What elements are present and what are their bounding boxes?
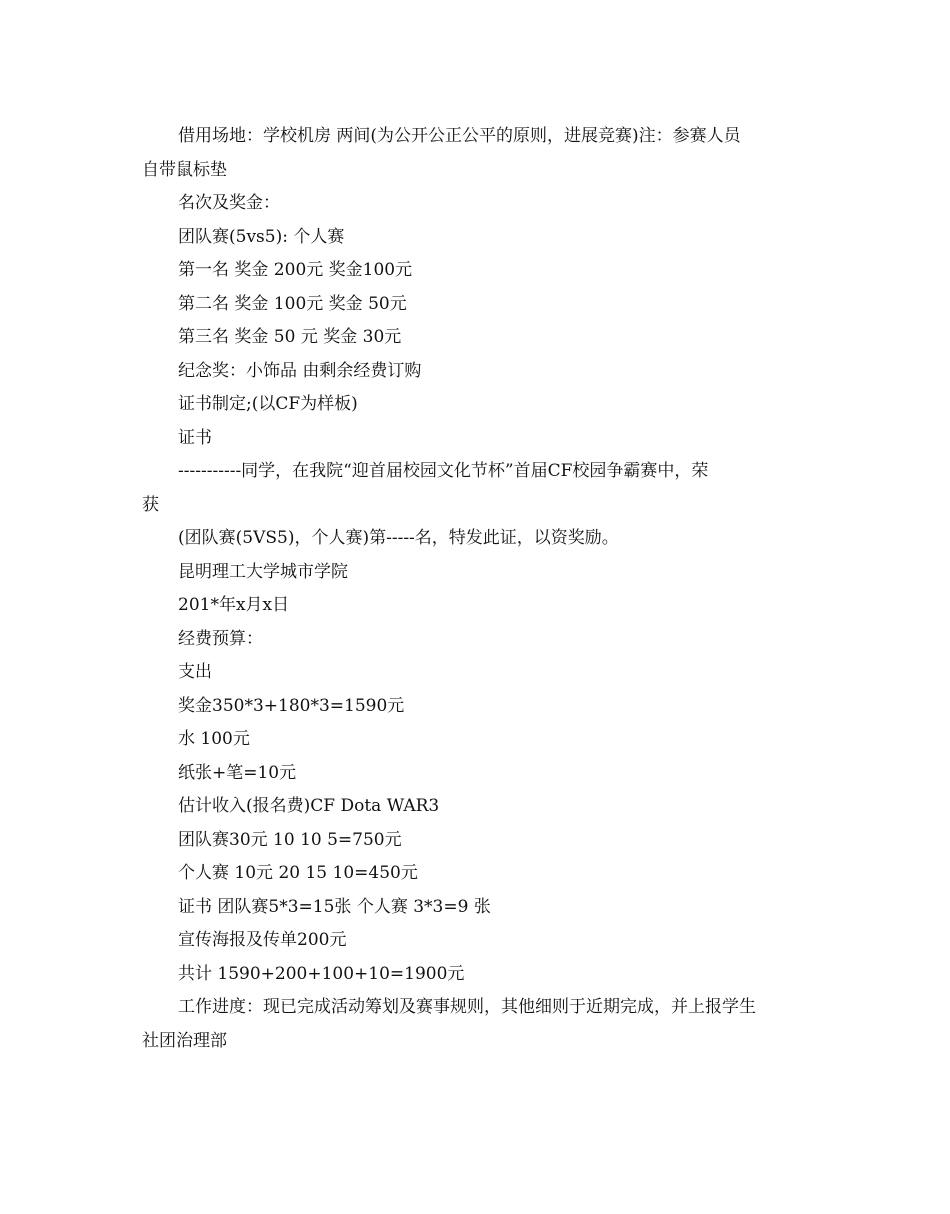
- venue-text-line-1: 借用场地：学校机房 两间(为公开公正公平的原则，进展竞赛)注：参赛人员: [178, 126, 741, 146]
- certificate-text-line-3: (团队赛(5VS5)，个人赛)第-----名，特发此证，以资奖励。: [178, 528, 619, 548]
- income-team: 团队赛30元 10 10 5=750元: [178, 829, 402, 850]
- expense-water: 水 100元: [178, 729, 250, 749]
- expense-paper: 纸张+笔=10元: [178, 762, 297, 783]
- prize-third-place: 第三名 奖金 50 元 奖金 30元: [178, 327, 402, 347]
- document-body: [142, 120, 814, 1058]
- progress-text-line-1: 工作进度：现已完成活动筹划及赛事规则，其他细则于近期完成，并上报学生: [178, 997, 756, 1017]
- prize-columns: 团队赛(5vs5): 个人赛: [178, 226, 345, 247]
- expense-prize: 奖金350*3+180*3=1590元: [178, 695, 405, 716]
- certificates-count: 证书 团队赛5*3=15张 个人赛 3*3=9 张: [178, 896, 491, 917]
- total-cost: 共计 1590+200+100+10=1900元: [178, 963, 465, 984]
- issuer-name: 昆明理工大学城市学院: [178, 561, 348, 582]
- prize-first-place: 第一名 奖金 200元 奖金100元: [178, 260, 413, 280]
- issue-date: 201*年x月x日: [178, 595, 290, 615]
- souvenir-prize: 纪念奖：小饰品 由剩余经费订购: [178, 360, 422, 381]
- expense-heading: 支出: [178, 662, 212, 682]
- progress-text-line-2: 社团治理部: [142, 1030, 227, 1051]
- income-individual: 个人赛 10元 20 15 10=450元: [178, 863, 418, 883]
- prize-second-place: 第二名 奖金 100元 奖金 50元: [178, 293, 407, 314]
- income-heading: 估计收入(报名费)CF Dota WAR3: [178, 796, 440, 816]
- certificate-title: 证书: [178, 427, 212, 448]
- certificate-making: 证书制定;(以CF为样板): [178, 394, 358, 414]
- prize-heading: 名次及奖金：: [178, 193, 280, 213]
- budget-heading: 经费预算：: [178, 628, 263, 649]
- certificate-text-line-1: -----------同学，在我院“迎首届校园文化节杯”首届CF校园争霸赛中，荣: [178, 461, 709, 481]
- venue-text-line-2: 自带鼠标垫: [142, 159, 227, 180]
- certificate-text-line-2: 获: [142, 494, 159, 515]
- posters-cost: 宣传海报及传单200元: [178, 930, 347, 950]
